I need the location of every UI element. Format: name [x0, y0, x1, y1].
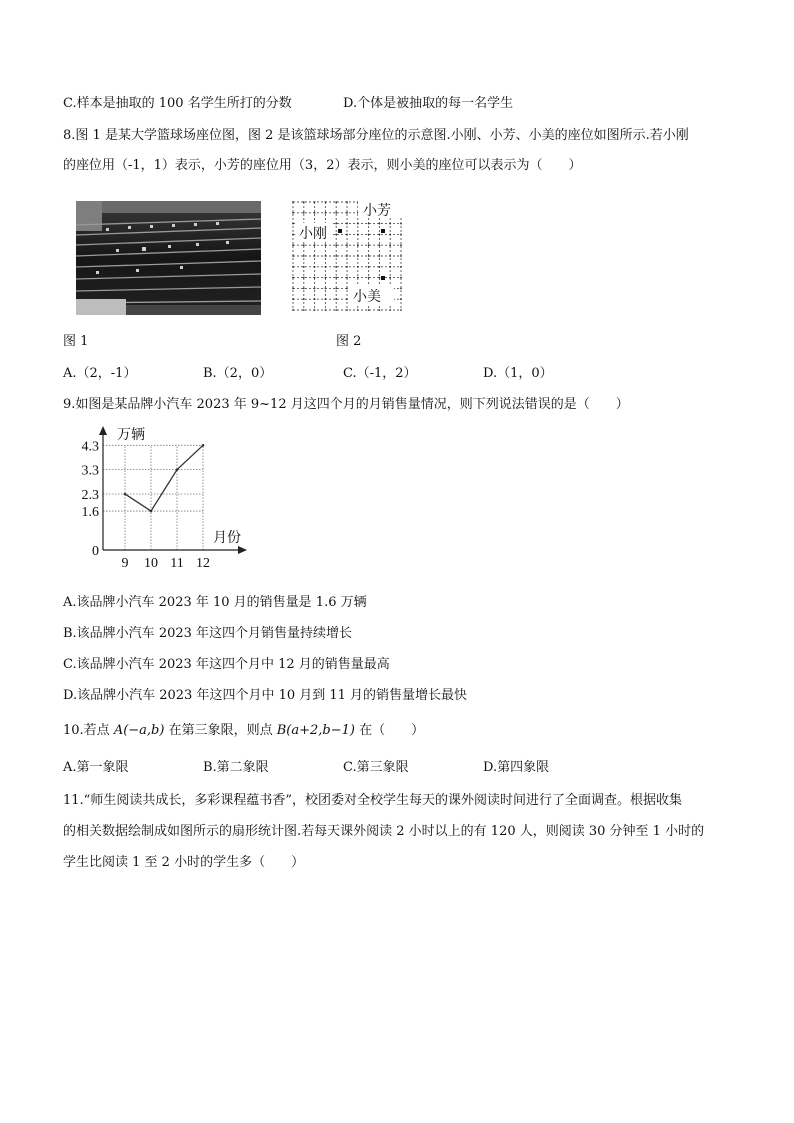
point-b-coords: (a+2,b−1) [286, 723, 355, 738]
seat-dot [292, 288, 294, 290]
seat-dot [314, 277, 316, 279]
seat-dot [303, 266, 305, 268]
seat-dot [389, 223, 391, 225]
seat-dot [368, 244, 370, 246]
seat-dot [368, 277, 370, 279]
series-point [176, 468, 179, 471]
seat-dot [292, 201, 294, 203]
seat-dot [389, 234, 391, 236]
seat-dot [335, 201, 337, 203]
x-axis-label: 月份 [213, 530, 241, 546]
q8-option-c: C.（-1，2） [343, 366, 417, 381]
seat-dot [325, 298, 327, 300]
seat-dot [325, 201, 327, 203]
seat-dot [335, 223, 337, 225]
series-line [125, 445, 203, 511]
seat-dot [292, 277, 294, 279]
y-tick-label: 3.3 [81, 463, 99, 479]
seat-dot [368, 255, 370, 257]
seat-dot [357, 244, 359, 246]
point-a-coords: (−a,b) [123, 723, 165, 738]
x-tick-label: 9 [121, 556, 129, 571]
seat-dot [303, 288, 305, 290]
q11-line3: 学生比阅读 1 至 2 小时的学生多（ ） [63, 855, 305, 870]
seat-marker-xiaomei [381, 276, 385, 280]
seat-dot [346, 266, 348, 268]
q9-option-b: B.该品牌小汽车 2023 年这四个月销售量持续增长 [63, 626, 353, 641]
seat-dot [292, 266, 294, 268]
x-tick-label: 11 [170, 556, 184, 571]
seat-dot [346, 201, 348, 203]
q10-suffix: 在（ ） [354, 723, 425, 738]
y-tick-label: 2.3 [81, 488, 99, 503]
q10-option-d: D.第四象限 [483, 760, 550, 775]
q8-stem-line2: 的座位用（-1，1）表示，小芳的座位用（3，2）表示，则小美的座位可以表示为（ ） [63, 158, 582, 173]
q7-options-row [63, 95, 763, 113]
seat-dot [400, 298, 402, 300]
seat-dot [379, 309, 381, 311]
seat-dot [303, 277, 305, 279]
y-axis-label: 万辆 [117, 427, 145, 443]
sales-line-chart [63, 425, 263, 583]
q8-options-row [63, 365, 663, 383]
seat-dot [314, 298, 316, 300]
seat-dot [368, 223, 370, 225]
seat-dot [292, 298, 294, 300]
label-xiaomei: 小美 [353, 289, 381, 305]
series-point [124, 493, 127, 496]
seat-dot [400, 288, 402, 290]
seat-dot [292, 244, 294, 246]
stadium-seating-photo [76, 201, 261, 315]
seat-dot [357, 223, 359, 225]
seat-dot [303, 201, 305, 203]
seat-dot [400, 277, 402, 279]
q10-prefix: 10.若点 [63, 723, 114, 738]
seat-dot [346, 223, 348, 225]
point-b-name: B [276, 723, 287, 738]
seat-dot [303, 298, 305, 300]
seat-dot [357, 234, 359, 236]
y-tick-label: 4.3 [81, 439, 99, 455]
seat-dot [400, 234, 402, 236]
q10-options-row [63, 759, 663, 777]
seat-dot [368, 266, 370, 268]
seat-dot [303, 244, 305, 246]
seat-dot [325, 255, 327, 257]
y-tick-label: 0 [92, 544, 99, 559]
seat-dot [325, 244, 327, 246]
seat-dot [346, 255, 348, 257]
seat-dot [314, 309, 316, 311]
q8-option-a: A.（2，-1） [63, 366, 137, 381]
seat-dot [346, 309, 348, 311]
seat-dot [379, 234, 381, 236]
seat-dot [379, 244, 381, 246]
seat-dot [325, 266, 327, 268]
seat-dot [335, 288, 337, 290]
seat-dot [357, 255, 359, 257]
q9-option-c: C.该品牌小汽车 2023 年这四个月中 12 月的销售量最高 [63, 657, 390, 672]
seat-dot [346, 212, 348, 214]
seat-dot [335, 244, 337, 246]
q9-option-a: A.该品牌小汽车 2023 年 10 月的销售量是 1.6 万辆 [63, 595, 367, 610]
seat-dot [303, 255, 305, 257]
q9-option-d: D.该品牌小汽车 2023 年这四个月中 10 月到 11 月的销售量增长最快 [63, 688, 468, 703]
seat-dot [357, 277, 359, 279]
seat-dot [292, 234, 294, 236]
seat-dot [314, 212, 316, 214]
seat-dot [379, 266, 381, 268]
figure2-caption: 图 2 [336, 334, 362, 349]
q11-line2: 的相关数据绘制成如图所示的扇形统计图.若每天课外阅读 2 小时以上的有 120 人，则阅读 30 分钟至 1 小时的 [63, 824, 705, 839]
q8-stem-line1: 8.图 1 是某大学篮球场座位图，图 2 是该篮球场部分座位的示意图.小刚、小芳、小美的座位如图所示.若小刚 [63, 128, 689, 143]
q7-option-c: C.样本是抽取的 100 名学生所打的分数 [63, 96, 292, 111]
seat-dot [335, 309, 337, 311]
point-a-name: A [113, 723, 124, 738]
q7-option-d: D.个体是被抽取的每一名学生 [343, 96, 514, 111]
seat-dot [346, 234, 348, 236]
seat-marker-xiaofang [381, 229, 385, 233]
y-axis-arrow [99, 426, 107, 435]
seat-dot [357, 309, 359, 311]
seat-dot [389, 244, 391, 246]
seat-dot [292, 255, 294, 257]
seat-dot [292, 309, 294, 311]
series-point [202, 444, 205, 447]
seat-dot [379, 277, 381, 279]
seat-dot [346, 277, 348, 279]
label-xiaofang: 小芳 [363, 203, 391, 219]
seat-dot [314, 201, 316, 203]
seat-dot [335, 298, 337, 300]
seat-marker-xiaogang [338, 229, 342, 233]
q10-middle: 在第三象限，则点 [164, 723, 277, 738]
seat-dot [314, 244, 316, 246]
seat-dot [335, 255, 337, 257]
seat-dot [325, 277, 327, 279]
seat-dot [379, 255, 381, 257]
q8-option-b: B.（2，0） [203, 366, 273, 381]
seat-dot [400, 266, 402, 268]
seat-dot [400, 255, 402, 257]
series-point [150, 510, 153, 513]
seat-dot [346, 298, 348, 300]
y-tick-label: 1.6 [81, 505, 99, 521]
x-tick-label: 12 [196, 556, 210, 571]
q10-stem [63, 722, 424, 740]
seat-dot [335, 277, 337, 279]
q10-option-b: B.第二象限 [203, 760, 269, 775]
seat-dot [335, 234, 337, 236]
seat-dot [346, 244, 348, 246]
seat-dot [389, 266, 391, 268]
seat-dot [314, 255, 316, 257]
q11-line1: 11.“师生阅读共成长，多彩课程蕴书香”，校团委对全校学生每天的课外阅读时间进行了全面调查。根据收集 [63, 793, 682, 808]
seat-dot [400, 244, 402, 246]
seat-dot [400, 309, 402, 311]
seat-dot [325, 212, 327, 214]
seat-dot [389, 309, 391, 311]
q10-option-c: C.第三象限 [343, 760, 409, 775]
seat-dot [357, 266, 359, 268]
seat-dot [389, 277, 391, 279]
seat-dot [368, 234, 370, 236]
figure1-caption: 图 1 [63, 334, 89, 349]
seat-dot [303, 309, 305, 311]
q10-option-a: A.第一象限 [63, 760, 129, 775]
q9-stem: 9.如图是某品牌小汽车 2023 年 9~12 月这四个月的月销售量情况，则下列说法错误的是（ ） [63, 397, 629, 412]
seat-grid-diagram [287, 196, 407, 316]
seat-dot [389, 255, 391, 257]
q8-option-d: D.（1，0） [483, 366, 553, 381]
seat-dot [292, 212, 294, 214]
seat-dot [303, 212, 305, 214]
x-axis-arrow [238, 546, 247, 554]
seat-dot [400, 223, 402, 225]
seat-dot [314, 266, 316, 268]
seat-dot [335, 212, 337, 214]
label-xiaogang: 小刚 [299, 226, 327, 242]
seat-dot [314, 288, 316, 290]
seat-dot [379, 223, 381, 225]
seat-dot [335, 266, 337, 268]
seat-dot [368, 309, 370, 311]
seat-dot [325, 288, 327, 290]
x-tick-label: 10 [144, 556, 158, 571]
seat-dot [325, 309, 327, 311]
seat-dot [292, 223, 294, 225]
seat-dot [346, 288, 348, 290]
